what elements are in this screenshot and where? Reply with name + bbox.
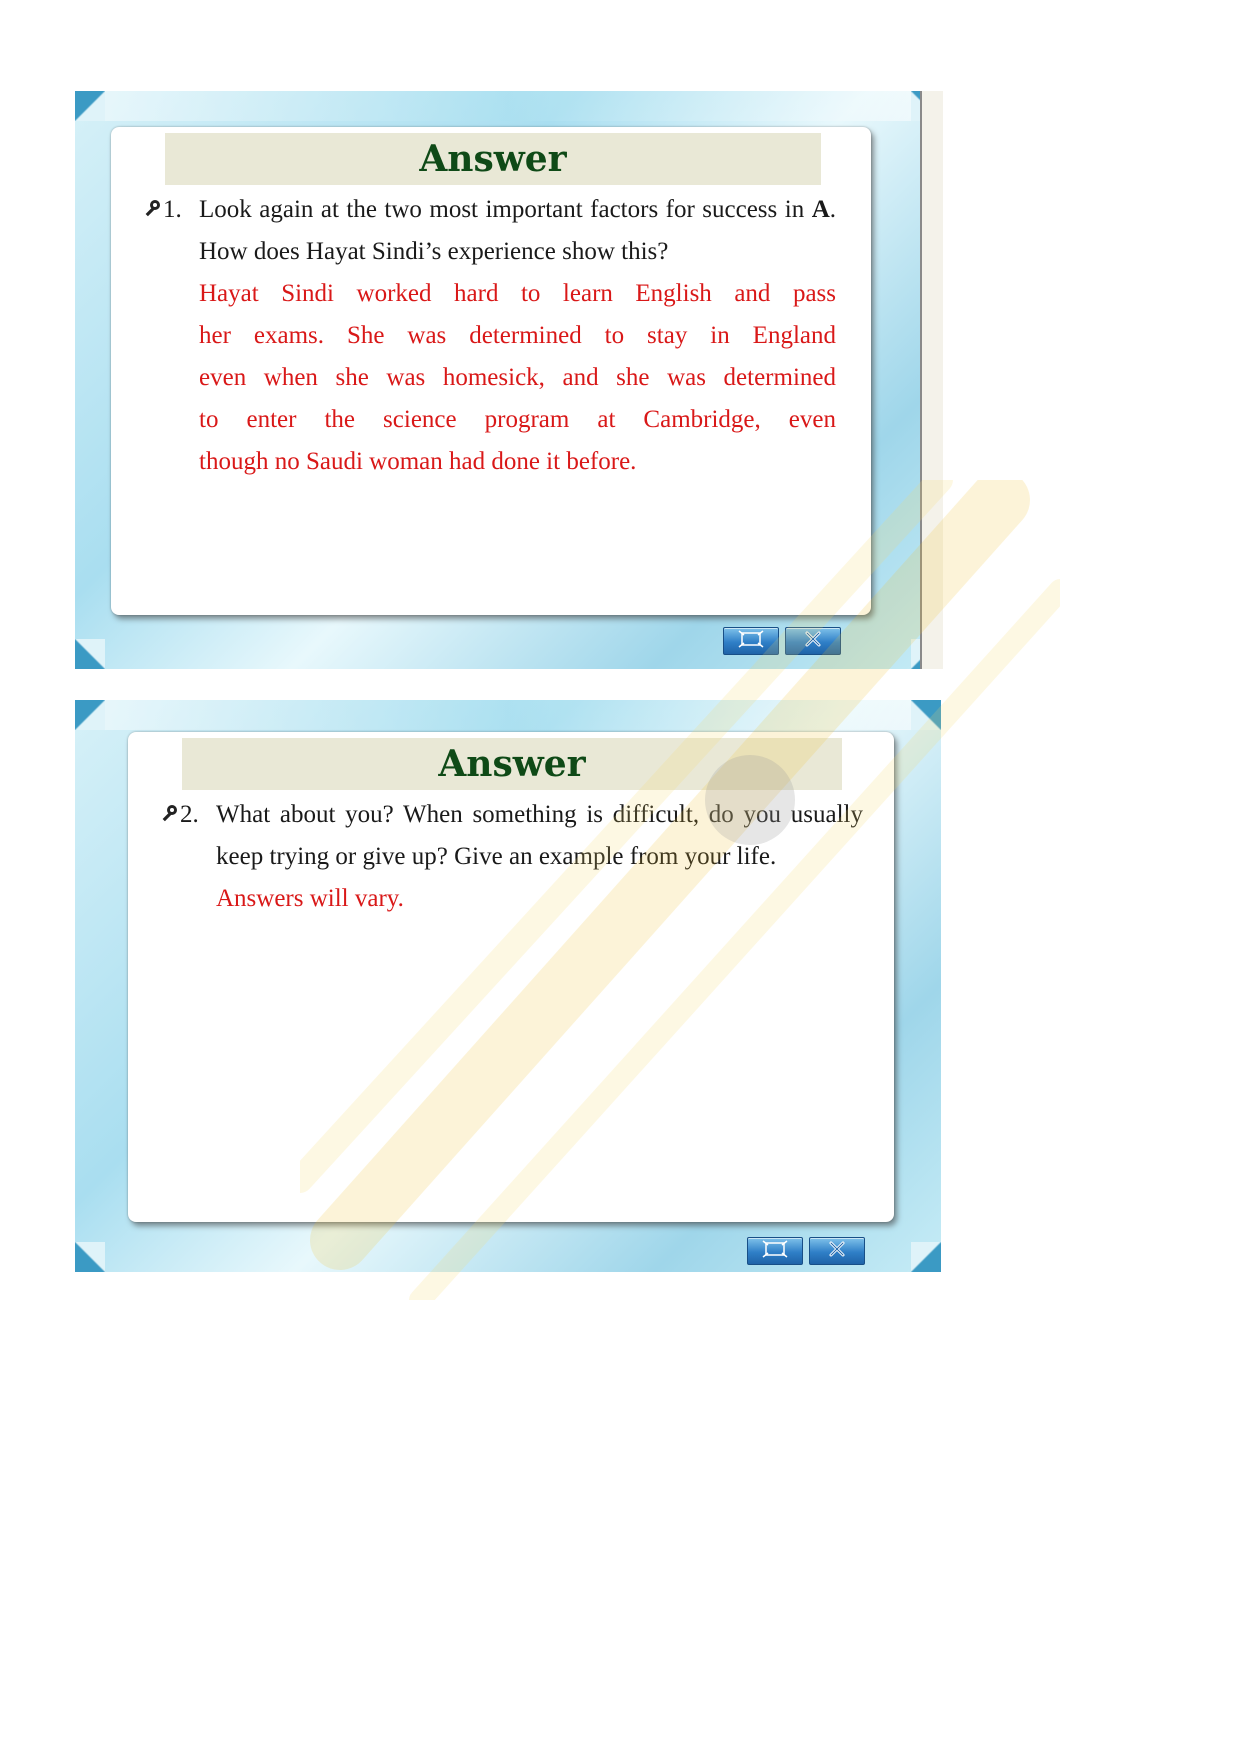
question-number: 1. <box>163 196 182 223</box>
answer-header: Answer <box>165 133 821 185</box>
question-text: What about you? When something is difficult, do you usually keep trying or give up? Give an example from your life. <box>216 801 863 870</box>
background-page-edge <box>920 91 943 669</box>
answer-line: Hayat Sindi worked hard to learn English and pass <box>199 280 836 307</box>
question-block <box>141 189 836 483</box>
close-icon <box>803 630 823 652</box>
corner-decoration <box>911 700 941 730</box>
question-block <box>158 794 863 920</box>
answer-card <box>128 732 894 1222</box>
fit-screen-button[interactable] <box>723 627 779 655</box>
corner-decoration <box>75 639 105 669</box>
answer-slide-1 <box>75 91 941 669</box>
answer-card <box>111 127 871 615</box>
key-icon <box>158 794 180 836</box>
answer-line: her exams. She was determined to stay in England <box>199 322 836 349</box>
close-icon <box>827 1240 847 1262</box>
answer-line: to enter the science program at Cambridge, even <box>199 406 836 433</box>
fit-screen-icon <box>738 630 764 652</box>
answer-line: though no Saudi woman had done it before. <box>199 448 637 475</box>
corner-decoration <box>911 1242 941 1272</box>
answer-slide-2 <box>75 700 941 1272</box>
answer-line: Answers will vary. <box>216 885 404 912</box>
close-button[interactable] <box>785 627 841 655</box>
corner-decoration <box>75 700 105 730</box>
answer-header: Answer <box>182 738 842 790</box>
question-number: 2. <box>180 801 199 828</box>
fit-screen-icon <box>762 1240 788 1262</box>
corner-decoration <box>75 1242 105 1272</box>
close-button[interactable] <box>809 1237 865 1265</box>
key-icon <box>141 189 163 231</box>
answer-line: even when she was homesick, and she was determined <box>199 364 836 391</box>
window-controls <box>747 1237 865 1265</box>
question-text: Look again at the two most important factors for success in A. How does Hayat Sindi’s experience show this? <box>199 196 836 265</box>
fit-screen-button[interactable] <box>747 1237 803 1265</box>
answer-text <box>199 273 836 483</box>
window-controls <box>723 627 841 655</box>
corner-decoration <box>75 91 105 121</box>
answer-text <box>216 878 863 920</box>
